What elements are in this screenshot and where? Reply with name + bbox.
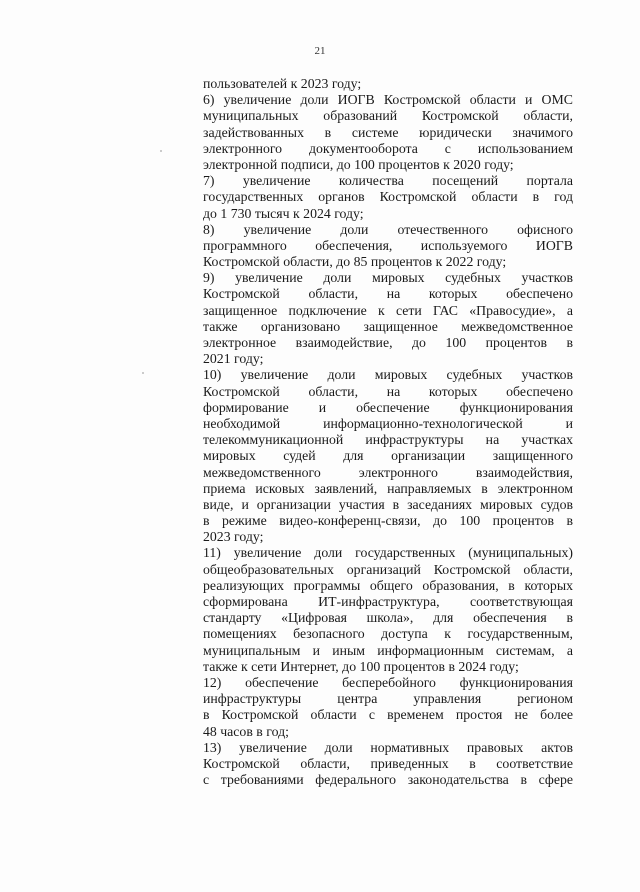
text-line: Костромской области, до 85 процентов к 2022 году; xyxy=(203,254,507,270)
text-line: межведомственного электронного взаимодействия, xyxy=(203,464,573,480)
text-line: Костромской области, на которых обеспечено xyxy=(203,286,573,302)
page-number: 21 xyxy=(314,45,326,57)
text-line: 11) увеличение доли государственных (муниципальных) xyxy=(203,545,573,561)
text-line: виде, и организации участия в заседаниях мировых судов xyxy=(203,496,573,512)
text-line: 12) обеспечение бесперебойного функционирования xyxy=(203,674,573,690)
text-line: 9) увеличение доли мировых судебных участков xyxy=(203,270,573,286)
text-line: инфраструктуры центра управления регионом xyxy=(203,691,573,707)
text-line: формирование и обеспечение функционирования xyxy=(203,399,573,415)
text-line: электронное взаимодействие, до 100 процентов в xyxy=(203,335,573,350)
text-line: необходимой информационно-технологической и xyxy=(203,415,573,431)
text-line: общеобразовательных организаций Костромской области, xyxy=(203,561,573,577)
text-line: 13) увеличение доли нормативных правовых актов xyxy=(203,739,573,755)
text-line: с требованиями федерального законодательства в сфере xyxy=(203,772,573,788)
text-line: телекоммуникационной инфраструктуры на участках xyxy=(203,432,573,448)
text-line: до 1 730 тысяч к 2024 году; xyxy=(203,205,364,221)
text-line: помещениях безопасного доступа к государственным, xyxy=(203,626,573,642)
text-line: Костромской области, на которых обеспечено xyxy=(203,383,573,399)
text-line: электронного документооборота с использованием xyxy=(203,140,573,156)
text-line: 10) увеличение доли мировых судебных участков xyxy=(203,367,573,383)
text-line: программного обеспечения, используемого ИОГВ xyxy=(203,237,573,253)
text-line: муниципальным и иным информационным системам, а xyxy=(203,642,573,658)
text-line: 48 часов в год; xyxy=(203,723,289,739)
text-line: мировых судей для организации защищенного xyxy=(203,448,573,464)
text-line: сформирована ИТ-инфраструктура, соответствующая xyxy=(203,594,573,609)
text-line: 7) увеличение количества посещений портала xyxy=(203,173,573,189)
text-line: 2023 году; xyxy=(203,529,264,545)
text-line: государственных органов Костромской области в год xyxy=(203,189,573,205)
text-line: также организовано защищенное межведомственное xyxy=(203,318,573,334)
text-line: муниципальных образований Костромской области, xyxy=(203,108,573,124)
scan-speck xyxy=(142,372,144,374)
text-line: приема исковых заявлений, направляемых в электронном xyxy=(203,480,573,496)
text-line: 2021 году; xyxy=(203,351,264,367)
text-line: пользователей к 2023 году; xyxy=(203,76,362,91)
text-line: задействованных в системе юридически значимого xyxy=(203,124,573,140)
body-text xyxy=(203,76,573,788)
scan-speck xyxy=(160,150,162,152)
text-line: 8) увеличение доли отечественного офисного xyxy=(203,221,573,237)
text-line: также к сети Интернет, до 100 процентов в 2024 году; xyxy=(203,658,519,674)
text-line: защищенное подключение к сети ГАС «Правосудие», а xyxy=(203,302,573,318)
text-line: в режиме видео-конференц-связи, до 100 процентов в xyxy=(203,513,573,529)
text-line: стандарту «Цифровая школа», для обеспечения в xyxy=(203,610,573,626)
text-line: 6) увеличение доли ИОГВ Костромской области и ОМС xyxy=(203,92,573,108)
text-line: в Костромской области с временем простоя не более xyxy=(203,707,573,723)
text-line: электронной подписи, до 100 процентов к 2020 году; xyxy=(203,156,514,172)
text-line: реализующих программы общего образования, в которых xyxy=(203,577,573,593)
text-line: Костромской области, приведенных в соответствие xyxy=(203,755,573,771)
